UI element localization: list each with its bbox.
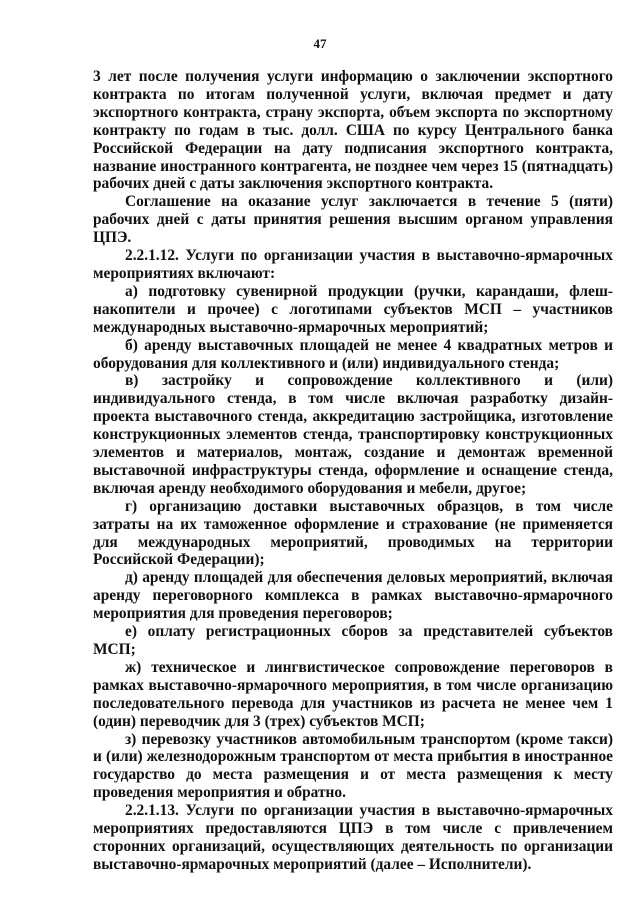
list-item-v: в) застройку и сопровождение коллективного и (или) индивидуального стенда, в том числе включая разработку дизайн-проекта выставочного стенда, аккредитацию застройщика, изготовление конструкционных элементов стенда, транспортировку конструкционных элементов и материалов, монтаж, создание и демонтаж временной выставочной инфраструктуры стенда, оформление и оснащение стенда, включая аренду необходимого оборудования и мебели, другое; [93,372,613,497]
page-number: 47 [313,36,327,51]
list-item-d: д) аренду площадей для обеспечения деловых мероприятий, включая аренду переговорного комплекса в рамках выставочно-ярмарочного мероприятия для проведения переговоров; [93,569,613,623]
list-item-a: а) подготовку сувенирной продукции (ручки, карандаши, флеш-накопители и прочее) с логотипами субъектов МСП – участников международных выставочно-ярмарочных мероприятий; [93,282,613,336]
paragraph-clause-2-2-1-13: 2.2.1.13. Услуги по организации участия в выставочно-ярмарочных мероприятиях предоставляются ЦПЭ в том числе с привлечением сторонних организаций, осуществляющих деятельность по организации выставочно-ярмарочных мероприятий (далее – Исполнители). [93,802,613,873]
list-item-zh: ж) техническое и лингвистическое сопровождение переговоров в рамках выставочно-ярмарочного мероприятия, в том числе организацию последовательного перевода для участников из расчета не менее чем 1 (один) переводчик для 3 (трех) субъектов МСП; [93,658,613,730]
paragraph-agreement-term: Соглашение на оказание услуг заключается в течение 5 (пяти) рабочих дней с даты принятия решения высшим органом управления ЦПЭ. [93,193,613,247]
list-item-g: г) организацию доставки выставочных образцов, в том числе затраты на их таможенное оформление и страхование (не применяется для международных мероприятий, проводимых на территории Российской Федерации); [93,497,613,569]
list-item-b: б) аренду выставочных площадей не менее 4 квадратных метров и оборудования для коллективного и (или) индивидуального стенда; [93,336,613,372]
paragraph-export-contract-info: 3 лет после получения услуги информацию о заключении экспортного контракта по итогам полученной услуги, включая предмет и дату экспортного контракта, страну экспорта, объем экспорта по экспортному контракту по годам в тыс. долл. США по курсу Центрального банка Российской Федерации на дату подписания экспортного контракта, название иностранного контрагента, не позднее чем через 15 (пятнадцать) рабочих дней с даты заключения экспортного контракта. [93,68,613,193]
list-item-z: з) перевозку участников автомобильным транспортом (кроме такси) и (или) железнодорожным транспортом от места прибытия в иностранное государство до места размещения и от места размещения к месту проведения мероприятия и обратно. [93,730,613,802]
document-body [93,68,613,874]
paragraph-clause-2-2-1-12: 2.2.1.12. Услуги по организации участия в выставочно-ярмарочных мероприятиях включают: [93,247,613,282]
list-item-e: е) оплату регистрационных сборов за представителей субъектов МСП; [93,623,613,658]
